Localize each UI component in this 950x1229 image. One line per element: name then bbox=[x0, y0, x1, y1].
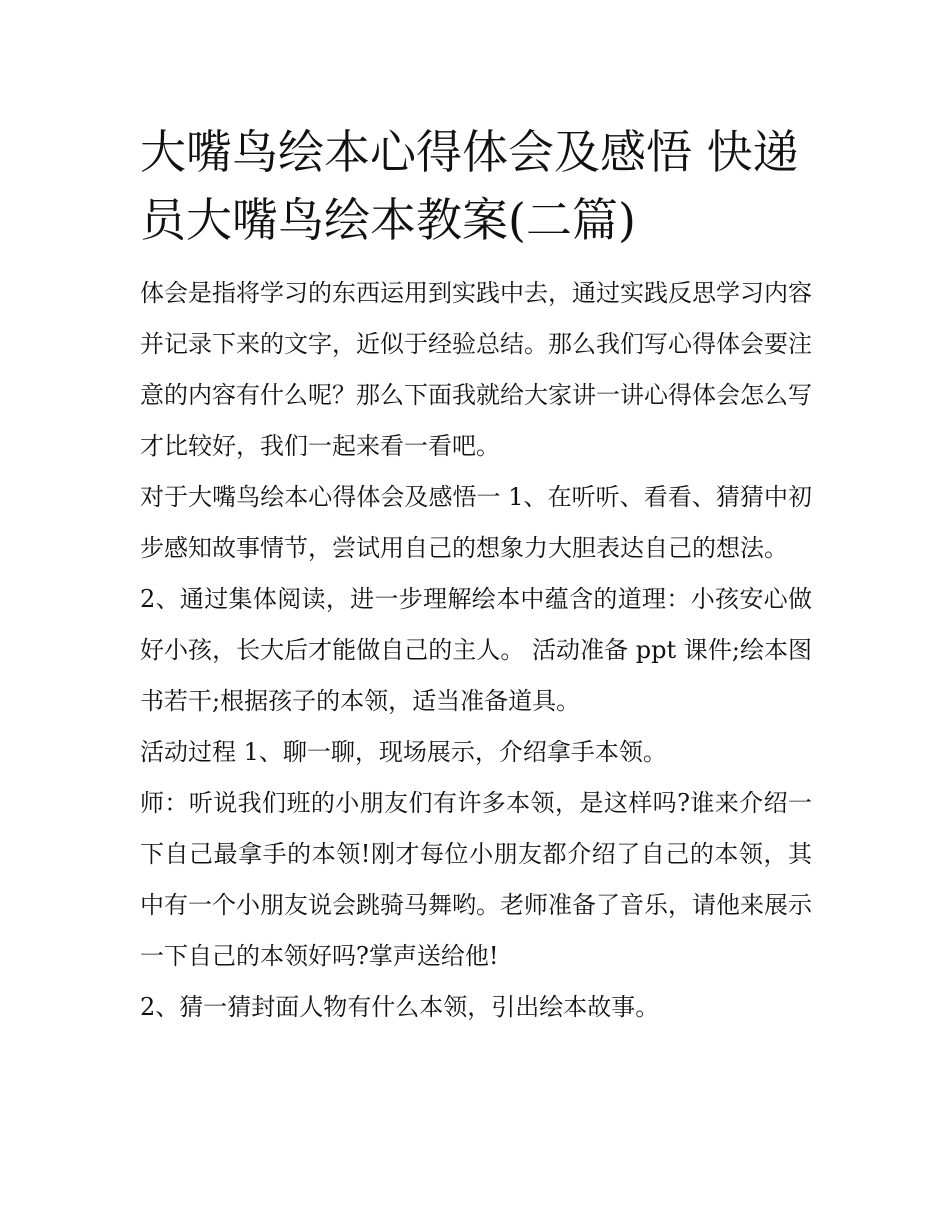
document-content bbox=[140, 118, 812, 1033]
paragraph-goal-1: 对于大嘴鸟绘本心得体会及感悟一 1、在听听、看看、猜猜中初步感知故事情节，尝试用自己的想象力大胆表达自己的想法。 bbox=[140, 483, 812, 562]
paragraph-process-2: 2、猜一猜封面人物有什么本领，引出绘本故事。 bbox=[140, 993, 660, 1021]
paragraph-process-1: 活动过程 1、聊一聊，现场展示，介绍拿手本领。 bbox=[140, 738, 667, 766]
paragraph-teacher: 师：听说我们班的小朋友们有许多本领，是这样吗?谁来介绍一下自己最拿手的本领!刚才每位小朋友都介绍了自己的本领，其中有一个小朋友说会跳骑马舞哟。老师准备了音乐，请他来展示一下自己的本领好吗?掌声送给他! bbox=[140, 789, 812, 970]
paragraph-intro: 体会是指将学习的东西运用到实践中去，通过实践反思学习内容并记录下来的文字，近似于经验总结。那么我们写心得体会要注意的内容有什么呢？那么下面我就给大家讲一讲心得体会怎么写才比较好，我们一起来看一看吧。 bbox=[140, 279, 812, 460]
document-title: 大嘴鸟绘本心得体会及感悟 快递员大嘴鸟绘本教案(二篇) bbox=[140, 125, 799, 247]
paragraph-goal-2: 2、通过集体阅读，进一步理解绘本中蕴含的道理：小孩安心做好小孩，长大后才能做自己的主人。 活动准备 ppt 课件;绘本图书若干;根据孩子的本领，适当准备道具。 bbox=[140, 585, 812, 715]
